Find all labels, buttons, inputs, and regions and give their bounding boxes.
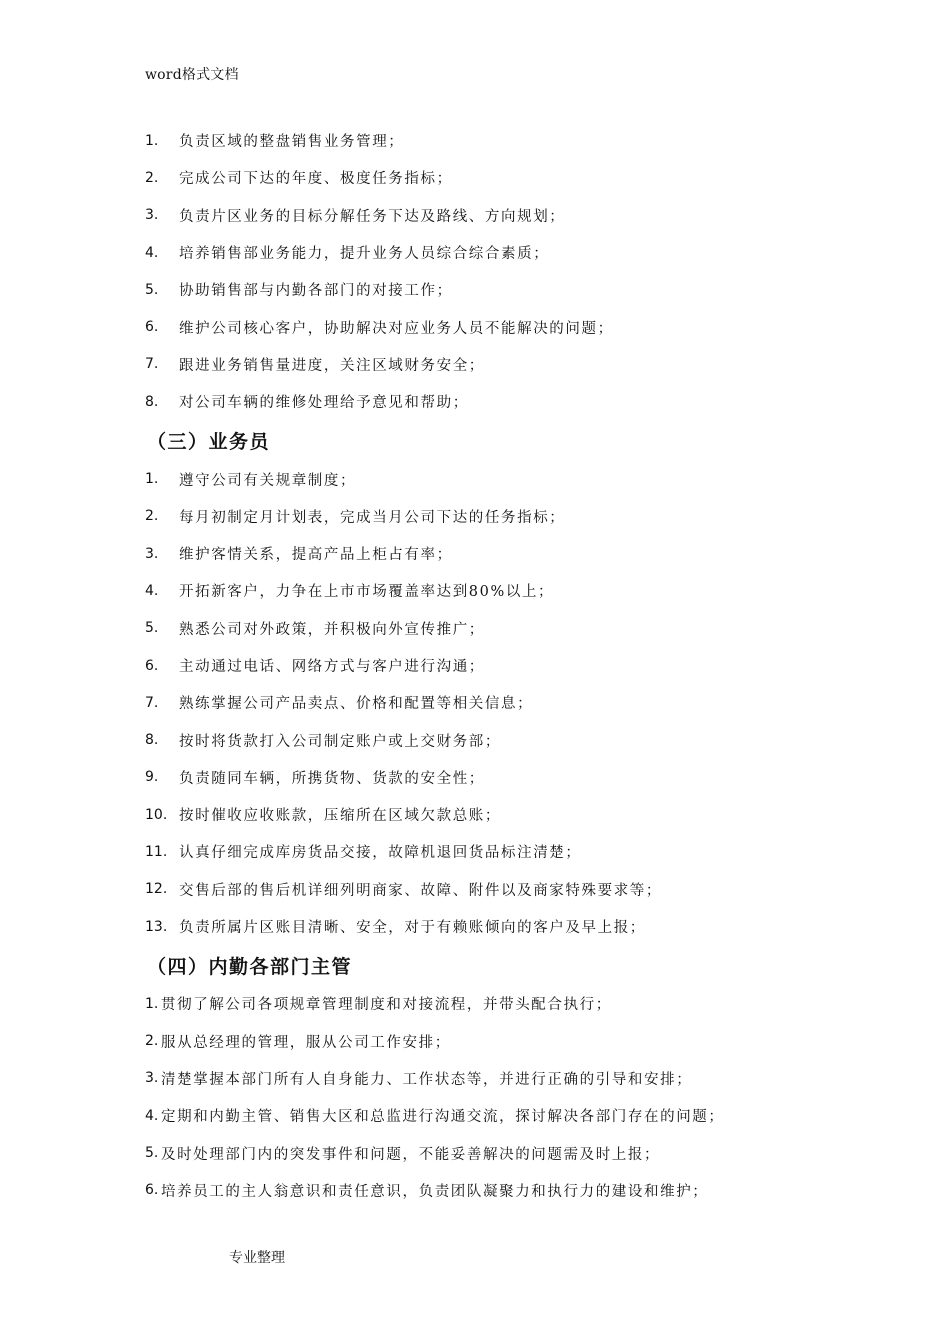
item-number: 5.: [145, 620, 159, 637]
item-number: 6.: [145, 657, 159, 674]
item-number: 3.: [145, 545, 159, 562]
item-number: 13.: [145, 918, 168, 935]
item-number: 6.: [145, 319, 159, 336]
list-item: [145, 460, 865, 497]
item-text: 认真仔细完成库房货品交接，故障机退回货品标注清楚；: [179, 845, 582, 862]
list-item: [145, 271, 865, 308]
list-item: [145, 346, 865, 383]
list-item: [145, 833, 865, 870]
item-number: 10.: [145, 806, 168, 823]
item-number: 1.: [145, 471, 159, 488]
section-office-manager-duties: [145, 985, 865, 1209]
item-number: 2.: [145, 169, 159, 186]
item-text: 培养销售部业务能力，提升业务人员综合综合素质；: [179, 246, 550, 263]
list-item: [145, 1172, 865, 1209]
list-item: [145, 1097, 865, 1134]
item-text: 定期和内勤主管、销售大区和总监进行沟通交流，探讨解决各部门存在的问题；: [161, 1109, 725, 1126]
item-text: 跟进业务销售量进度，关注区域财务安全；: [179, 357, 485, 374]
item-number: 4.: [145, 1107, 159, 1124]
list-item: [145, 383, 865, 420]
section-sales-manager-duties: [145, 122, 865, 420]
item-text: 对公司车辆的维修处理给予意见和帮助；: [179, 395, 469, 412]
item-text: 开拓新客户，力争在上市市场覆盖率达到80%以上；: [179, 584, 555, 601]
item-number: 1.: [145, 132, 159, 149]
item-text: 完成公司下达的年度、极度任务指标；: [179, 171, 453, 188]
item-text: 熟练掌握公司产品卖点、价格和配置等相关信息；: [179, 696, 534, 713]
item-text: 主动通过电话、网络方式与客户进行沟通；: [179, 659, 485, 675]
item-number: 5.: [145, 1145, 159, 1162]
list-item: [145, 1023, 865, 1060]
list-item: [145, 122, 865, 159]
list-item: [145, 1060, 865, 1097]
item-number: 2.: [145, 508, 159, 525]
item-number: 6.: [145, 1182, 159, 1199]
item-text: 熟悉公司对外政策，并积极向外宣传推广；: [179, 621, 485, 638]
list-item: [145, 159, 865, 196]
list-item: [145, 1134, 865, 1171]
item-text: 贯彻了解公司各项规章管理制度和对接流程，并带头配合执行；: [161, 997, 612, 1014]
item-text: 清楚掌握本部门所有人自身能力、工作状态等，并进行正确的引导和安排；: [161, 1071, 693, 1088]
item-text: 负责区域的整盘销售业务管理；: [179, 134, 405, 151]
item-text: 每月初制定月计划表，完成当月公司下达的任务指标；: [179, 509, 566, 526]
list-item: [145, 721, 865, 758]
item-text: 遵守公司有关规章制度；: [179, 472, 357, 489]
page-footer: 专业整理: [229, 1250, 285, 1266]
list-item: [145, 610, 865, 647]
item-number: 8.: [145, 393, 159, 410]
item-number: 4.: [145, 582, 159, 599]
section-heading-office-managers: （四）内勤各部门主管: [147, 955, 353, 978]
item-text: 维护公司核心客户，协助解决对应业务人员不能解决的问题；: [179, 320, 614, 337]
list-item: [145, 197, 865, 234]
item-number: 11.: [145, 843, 168, 860]
list-item: [145, 908, 865, 945]
list-item: [145, 535, 865, 572]
item-text: 交售后部的售后机详细列明商家、故障、附件以及商家特殊要求等；: [179, 882, 662, 899]
item-text: 负责所属片区账目清晰、安全，对于有赖账倾向的客户及早上报；: [179, 920, 646, 937]
item-text: 按时将货款打入公司制定账户或上交财务部；: [179, 733, 501, 750]
section-heading-salesperson: （三）业务员: [147, 430, 271, 453]
section-salesperson-duties: [145, 460, 865, 945]
item-number: 4.: [145, 244, 159, 261]
item-text: 负责片区业务的目标分解任务下达及路线、方向规划；: [179, 208, 566, 225]
item-number: 7.: [145, 694, 159, 711]
item-number: 3.: [145, 207, 159, 224]
item-number: 2.: [145, 1033, 159, 1050]
item-text: 及时处理部门内的突发事件和问题，不能妥善解决的问题需及时上报；: [161, 1146, 661, 1163]
item-number: 3.: [145, 1070, 159, 1087]
list-item: [145, 796, 865, 833]
page-header: word格式文档: [145, 67, 239, 83]
item-text: 培养员工的主人翁意识和责任意识，负责团队凝聚力和执行力的建设和维护；: [161, 1183, 709, 1200]
list-item: [145, 647, 865, 684]
item-number: 9.: [145, 769, 159, 786]
item-number: 12.: [145, 881, 168, 898]
item-number: 8.: [145, 732, 159, 749]
item-text: 服从总经理的管理，服从公司工作安排；: [161, 1034, 451, 1051]
item-number: 7.: [145, 356, 159, 373]
list-item: [145, 684, 865, 721]
list-item: [145, 498, 865, 535]
list-item: [145, 308, 865, 345]
list-item: [145, 759, 865, 796]
document-body: [145, 122, 865, 1209]
list-item: [145, 985, 865, 1022]
list-item: [145, 871, 865, 908]
item-text: 协助销售部与内勤各部门的对接工作；: [179, 283, 453, 300]
item-number: 1.: [145, 995, 159, 1012]
list-item: [145, 234, 865, 271]
item-number: 5.: [145, 281, 159, 298]
item-text: 维护客情关系，提高产品上柜占有率；: [179, 547, 453, 564]
item-text: 按时催收应收账款，压缩所在区域欠款总账；: [179, 808, 501, 825]
item-text: 负责随同车辆，所携货物、货款的安全性；: [179, 770, 485, 787]
list-item: [145, 572, 865, 609]
